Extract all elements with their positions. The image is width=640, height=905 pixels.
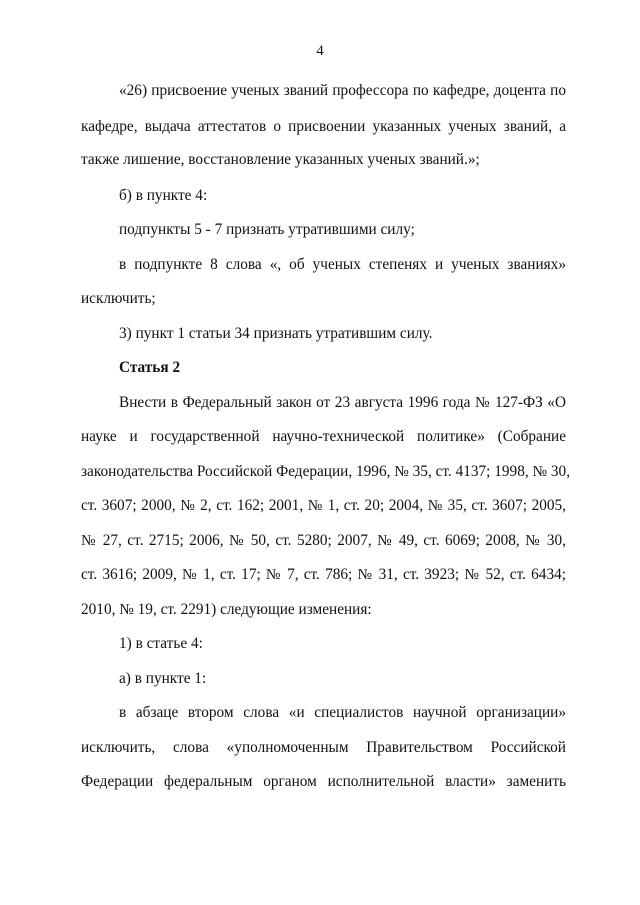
paragraph-line: исключить, слова «уполномоченным Правительством Российской [81, 739, 566, 756]
paragraph-line: 3) пункт 1 статьи 34 признать утратившим силу. [119, 325, 433, 342]
article-heading: Статья 2 [119, 359, 181, 376]
paragraph-line: а) в пункте 1: [119, 670, 207, 687]
paragraph-line: Федерации федеральным органом исполнительной власти» заменить [81, 773, 566, 790]
paragraph-line: кафедре, выдача аттестатов о присвоении указанных ученых званий, а [81, 118, 566, 135]
paragraph-line: № 27, ст. 2715; 2006, № 50, ст. 5280; 2007, № 49, ст. 6069; 2008, № 30, [81, 532, 566, 549]
paragraph-line: науке и государственной научно-технической политике» (Собрание [81, 428, 566, 445]
page-number: 4 [316, 43, 324, 59]
paragraph-line: Внести в Федеральный закон от 23 августа 1996 года № 127-ФЗ «О [119, 394, 566, 411]
paragraph-line: в подпункте 8 слова «, об ученых степенях и ученых званиях» [119, 256, 566, 273]
paragraph-line: подпункты 5 - 7 признать утратившими силу; [119, 221, 415, 238]
paragraph-line: «26) присвоение ученых званий профессора по кафедре, доцента по [119, 82, 566, 99]
paragraph-line: законодательства Российской Федерации, 1996, № 35, ст. 4137; 1998, № 30, [81, 463, 571, 480]
paragraph-line: в абзаце втором слова «и специалистов научной организации» [119, 704, 566, 721]
paragraph-line: также лишение, восстановление указанных ученых званий.»; [81, 151, 480, 168]
paragraph-line: ст. 3607; 2000, № 2, ст. 162; 2001, № 1, ст. 20; 2004, № 35, ст. 3607; 2005, [81, 497, 566, 514]
paragraph-line: ст. 3616; 2009, № 1, ст. 17; № 7, ст. 786; № 31, ст. 3923; № 52, ст. 6434; [81, 566, 566, 583]
paragraph-line: б) в пункте 4: [119, 187, 208, 204]
paragraph-line: исключить; [81, 290, 156, 307]
paragraph-line: 2010, № 19, ст. 2291) следующие изменения: [81, 601, 372, 618]
paragraph-line: 1) в статье 4: [119, 635, 203, 652]
